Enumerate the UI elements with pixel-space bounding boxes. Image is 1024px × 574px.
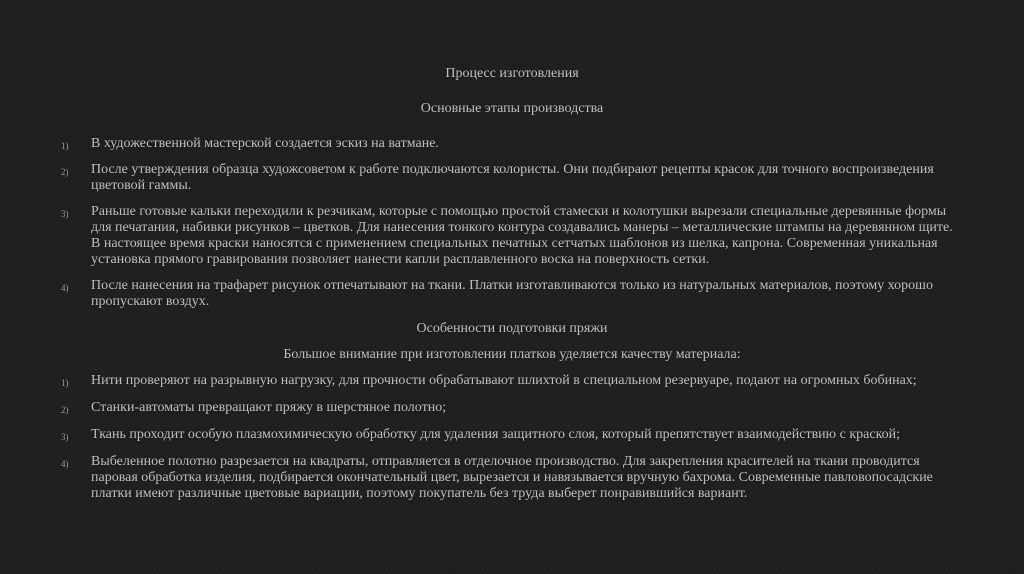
list-item (0, 204, 1024, 268)
yarn-steps-list (0, 373, 1024, 502)
list-item-text: В художественной мастерской создается эскиз на ватмане. (91, 136, 439, 151)
section-title: Особенности подготовки пряжи (416, 321, 608, 336)
list-item-text: Станки-автоматы превращают пряжу в шерстяное полотно; (91, 400, 447, 415)
list-number: 1) (61, 141, 69, 151)
list-item (0, 373, 1024, 389)
list-number: 2) (61, 405, 69, 415)
list-item (0, 162, 1024, 194)
production-steps-list (0, 136, 1024, 310)
list-item-text: Раньше готовые кальки переходили к резчикам, которые с помощью простой стамески и колотушки вырезали специальные деревянные формы для печатания, набивки рисунков – цветков. Для нанесения тонкого контура создавались манеры – металлические штампы на деревянном щите. В настоящее время краски наносятся с применением специальных печатных сетчатых шаблонов из шелка, капрона. Современная уникальная установка прямого гравирования позволяет нанести капли расплавленного воска на поверхность сетки. (91, 204, 953, 267)
list-item (0, 454, 1024, 502)
list-item-text: Выбеленное полотно разрезается на квадраты, отправляется в отделочное производство. Для закрепления красителей на ткани проводится паровая обработка изделия, подбирается окончательный цвет, вырезается и навязывается вручную бахрома. Современные павловопосадские платки имеют различные цветовые вариации, поэтому покупатель без труда выберет понравившийся вариант. (91, 454, 933, 501)
slide-subtitle: Основные этапы производства (420, 101, 604, 116)
list-number: 3) (61, 432, 69, 442)
list-number: 4) (61, 459, 69, 469)
list-item-text: Ткань проходит особую плазмохимическую обработку для удаления защитного слоя, который препятствует взаимодействию с краской; (91, 427, 901, 442)
list-number: 2) (61, 167, 69, 177)
list-number: 1) (61, 378, 69, 388)
list-number: 4) (61, 283, 69, 293)
section-intro: Большое внимание при изготовлении платков уделяется качеству материала: (283, 347, 741, 362)
list-item (0, 427, 1024, 443)
slide-title: Процесс изготовления (445, 66, 579, 81)
list-number: 3) (61, 209, 69, 219)
list-item (0, 136, 1024, 152)
list-item (0, 400, 1024, 416)
list-item-text: После нанесения на трафарет рисунок отпечатывают на ткани. Платки изготавливаются только из натуральных материалов, поэтому хорошо пропускают воздух. (91, 278, 933, 309)
list-item-text: Нити проверяют на разрывную нагрузку, для прочности обрабатывают шлихтой в специальном резервуаре, подают на огромных бобинах; (91, 373, 917, 388)
list-item-text: После утверждения образца художсоветом к работе подключаются колористы. Они подбирают рецепты красок для точного воспроизведения цветовой гаммы. (91, 162, 934, 193)
list-item (0, 278, 1024, 310)
